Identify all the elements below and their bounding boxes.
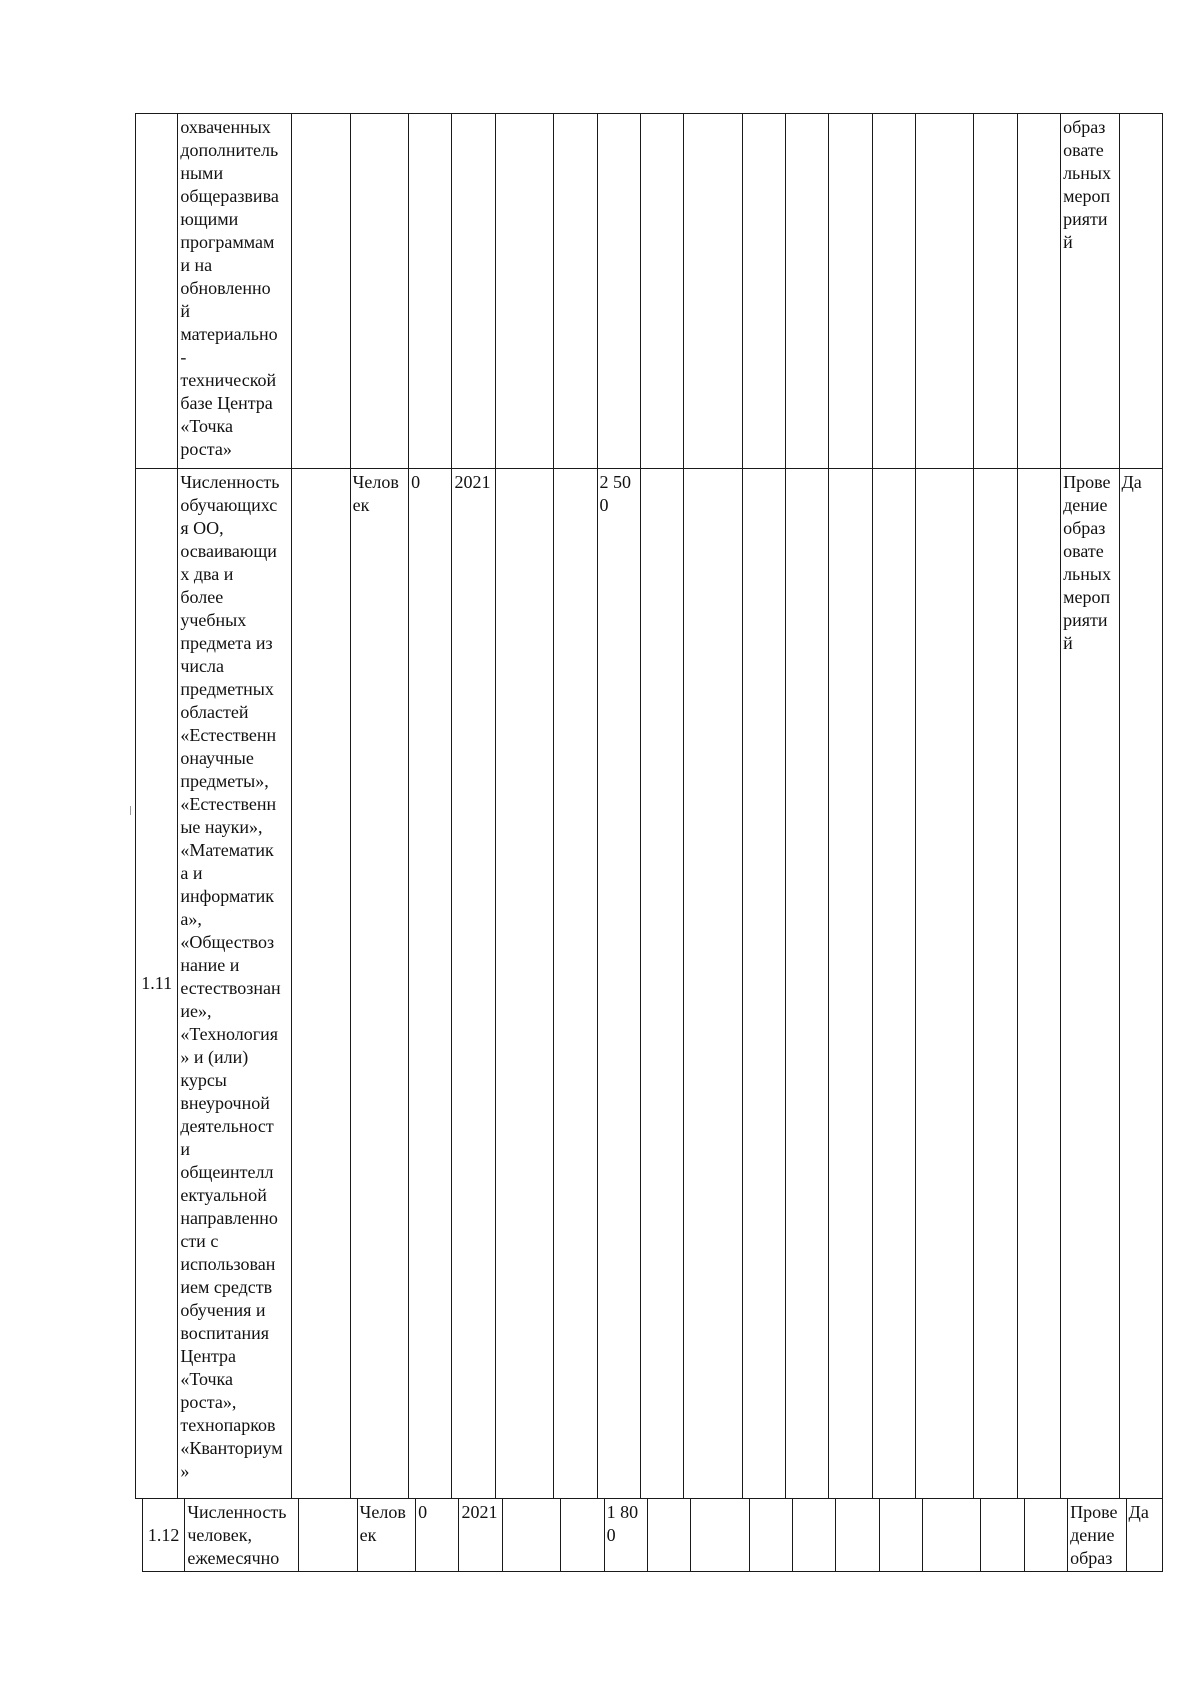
row-number-cell: 1.12: [143, 1499, 185, 1572]
empty-cell: [1017, 469, 1060, 1499]
empty-cell: [691, 1499, 749, 1572]
empty-cell: [922, 1499, 980, 1572]
flag-cell: Да: [1119, 469, 1162, 1499]
empty-cell: [292, 469, 350, 1499]
base-value-cell: [409, 114, 452, 469]
empty-cell: [292, 114, 350, 469]
table-row: [136, 114, 1163, 469]
empty-cell: [793, 1499, 836, 1572]
empty-cell: [872, 114, 915, 469]
empty-cell: [974, 469, 1017, 1499]
empty-cell: [742, 469, 785, 1499]
flag-cell: Да: [1126, 1499, 1162, 1572]
base-year-cell: 2021: [459, 1499, 502, 1572]
table-row: [136, 469, 1163, 1499]
empty-cell: [1017, 114, 1060, 469]
empty-cell: [554, 114, 597, 469]
base-value-cell: 0: [416, 1499, 459, 1572]
unit-cell: Челов ек: [350, 469, 408, 1499]
unit-cell: Челов ек: [357, 1499, 415, 1572]
empty-cell: [879, 1499, 922, 1572]
empty-cell: [495, 114, 553, 469]
empty-cell: [785, 469, 828, 1499]
indicator-cell: охваченных дополнитель ными общеразвива ющими программам и на обновленно й материально - технической базе Центра «Точка роста»: [178, 114, 292, 469]
empty-cell: [647, 1499, 690, 1572]
base-year-cell: 2021: [452, 469, 495, 1499]
empty-cell: [684, 114, 742, 469]
row-number-cell: 1.11: [136, 469, 178, 1499]
indicators-table: [135, 113, 1163, 1499]
empty-cell: [554, 469, 597, 1499]
empty-cell: [915, 469, 973, 1499]
indicator-cell: Численность человек, ежемесячно: [185, 1499, 299, 1572]
row-number-cell: [136, 114, 178, 469]
empty-cell: [872, 469, 915, 1499]
empty-cell: [299, 1499, 357, 1572]
empty-cell: [742, 114, 785, 469]
empty-cell: [981, 1499, 1024, 1572]
empty-cell: [915, 114, 973, 469]
empty-cell: [561, 1499, 604, 1572]
empty-cell: [502, 1499, 560, 1572]
target-value-cell: 2 50 0: [597, 469, 640, 1499]
target-value-cell: [597, 114, 640, 469]
empty-cell: [640, 469, 683, 1499]
flag-cell: [1119, 114, 1162, 469]
activity-cell: образ овате льных мероп рияти й: [1061, 114, 1119, 469]
empty-cell: [785, 114, 828, 469]
scan-artifact: [130, 806, 131, 815]
empty-cell: [640, 114, 683, 469]
empty-cell: [829, 114, 872, 469]
unit-cell: [350, 114, 408, 469]
empty-cell: [974, 114, 1017, 469]
base-year-cell: [452, 114, 495, 469]
empty-cell: [836, 1499, 879, 1572]
empty-cell: [1024, 1499, 1067, 1572]
empty-cell: [749, 1499, 792, 1572]
empty-cell: [829, 469, 872, 1499]
base-value-cell: 0: [409, 469, 452, 1499]
empty-cell: [495, 469, 553, 1499]
table-row: [143, 1499, 1163, 1572]
activity-cell: Прове дение образ овате льных мероп рияти й: [1061, 469, 1119, 1499]
empty-cell: [684, 469, 742, 1499]
target-value-cell: 1 80 0: [604, 1499, 647, 1572]
activity-cell: Прове дение образ: [1068, 1499, 1126, 1572]
indicators-table-continued: [142, 1498, 1163, 1572]
indicator-cell: Численность обучающихс я ОО, осваивающи х два и более учебных предмета из числа предметных областей «Естественн онаучные предметы», «Естественн ые науки», «Математик а и информатик а», «Обществоз нание и естествознан ие», «Технология » и (или) курсы внеурочной деятельност и общеинтелл ектуальной направленно сти с использован ием средств обучения и воспитания Центра «Точка роста», технопарков «Кванториум »: [178, 469, 292, 1499]
